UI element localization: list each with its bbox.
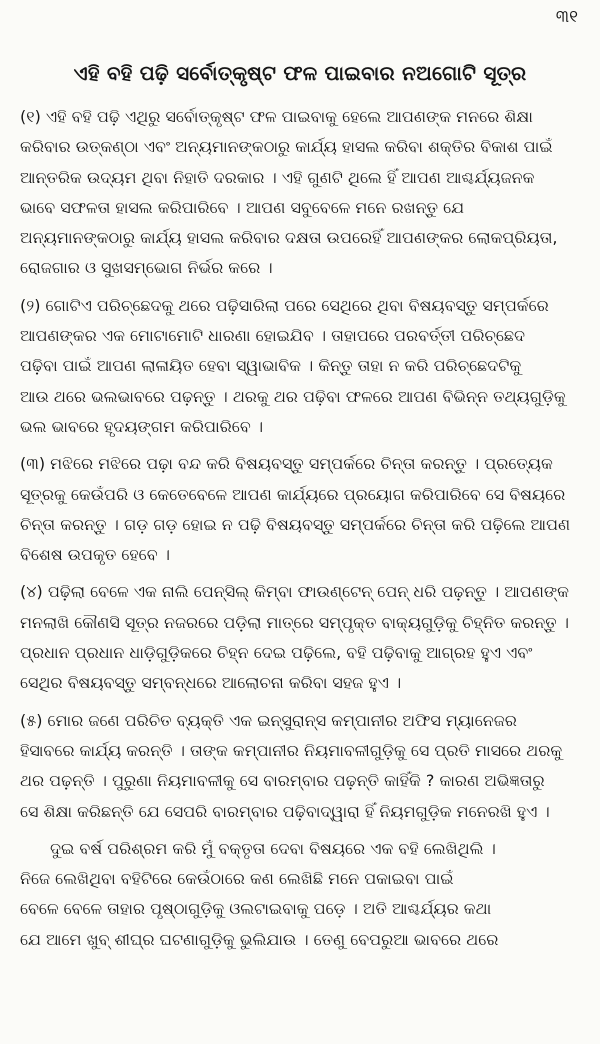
text-line: (୫) ମୋର ଜଣେ ପରିଚିତ ବ୍ୟକ୍ତି ଏକ ଇନ୍‌ସୁରାନ୍‌ସ କମ୍ପାନୀର ଅଫିସ ମ୍ୟାନେଜର [20, 710, 517, 730]
text-line: ଯେ ଆମେ ଖୁବ୍ ଶୀଘ୍ର ଘଟଣାଗୁଡ଼ିକୁ ଭୁଲିଯାଉ । ତେଣୁ ବେପରୁଆ ଭାବରେ ଥରେ [20, 929, 499, 949]
paragraph-gap [20, 570, 586, 577]
text-line: କରିବାର ଉତ୍କଣ୍ଠା ଏବଂ ଅନ୍ୟମାନଙ୍କଠାରୁ କାର୍ଯ୍ୟ ହାସଲ କରିବା ଶକ୍ତିର ବିକାଶ ପାଇଁ [20, 137, 553, 157]
text-line: ବେଳେ ବେଳେ ତାହାର ପୃଷ୍ଠାଗୁଡ଼ିକୁ ଓଲଟାଇବାକୁ ପଡ଼େ । ଅତି ଆଶ୍ଚର୍ଯ୍ୟର କଥା [20, 899, 492, 919]
text-line: ନିଜେ ଲେଖିଥିବା ବହିଟିରେ କେଉଁଠାରେ କଣ ଲେଖିଛି ମନେ ପକାଇବା ପାଇଁ [20, 869, 454, 889]
paragraph-6 [20, 834, 586, 955]
text-line: ଆପଣଙ୍କର ଏକ ମୋଟାମୋଟି ଧାରଣା ହୋଇଯିବ । ତାହାପରେ ପରବର୍ତ୍ତୀ ପରିଚ୍ଛେଦ [20, 326, 526, 346]
paragraph-2 [20, 291, 586, 442]
text-line: ସେଥିର ବିଷୟବସ୍ତୁ ସମ୍ବନ୍ଧରେ ଆଲୋଚନା କରିବା ସହଜ ହୁଏ । [20, 673, 402, 693]
body-text [20, 102, 586, 955]
text-line: ଆନ୍ତରିକ ଉଦ୍ୟମ ଥିବା ନିହାତି ଦରକାର । ଏହି ଗୁଣଟି ଥିଲେ ହିଁ ଆପଣ ଆଶ୍ଚର୍ଯ୍ୟଜନକ [20, 167, 535, 187]
paragraph-gap [20, 442, 586, 449]
page-number: ୩୧ [555, 7, 578, 27]
paragraph-4 [20, 577, 586, 698]
paragraph-5 [20, 706, 586, 827]
paragraph-gap [20, 699, 586, 706]
text-line: ରୋଜଗାର ଓ ସୁଖସମ୍ଭୋଗ ନିର୍ଭର କରେ । [20, 258, 273, 278]
text-line: ଦୁଇ ବର୍ଷ ପରିଶ୍ରମ କରି ମୁଁ ବକ୍ତୃତା ଦେବା ବିଷୟରେ ଏକ ବହି ଲେଖିଥିଲି । [50, 838, 496, 858]
text-line: ଭଲ ଭାବରେ ହୃଦୟଙ୍ଗମ କରିପାରିବେ । [20, 416, 264, 436]
text-line: (୧) ଏହି ବହି ପଢ଼ି ଏଥିରୁ ସର୍ବୋତ୍କୃଷ୍ଟ ଫଳ ପାଇବାକୁ ହେଲେ ଆପଣଙ୍କ ମନରେ ଶିକ୍ଷା [20, 107, 533, 126]
text-line: ସୂତ୍ରକୁ କେଉଁପରି ଓ କେତେବେଳେ ଆପଣ କାର୍ଯ୍ୟରେ ପ୍ରୟୋଗ କରିପାରିବେ ସେ ବିଷୟରେ [20, 484, 566, 504]
page-title: ଏହି ବହି ପଢ଼ି ସର୍ବୋତ୍କୃଷ୍ଟ ଫଳ ପାଇବାର ନଅଗୋଟି ସୂତ୍ର [73, 61, 527, 85]
text-line: (୩) ମଝିରେ ମଝିରେ ପଢ଼ା ବନ୍ଦ କରି ବିଷୟବସ୍ତୁ ସମ୍ପର୍କରେ ଚିନ୍ତା କରନ୍ତୁ । ପ୍ରତ୍ୟେକ [20, 454, 553, 474]
text-line: ପ୍ରଧାନ ପ୍ରଧାନ ଧାଡ଼ିଗୁଡ଼ିକରେ ଚିହ୍ନ ଦେଇ ପଢ଼ିଲେ, ବହି ପଢ଼ିବାକୁ ଆଗ୍ରହ ହୁଏ ଏବଂ [20, 643, 533, 663]
paragraph-1 [20, 102, 586, 284]
paragraph-gap [20, 827, 586, 834]
text-line: ଚିନ୍ତା କରନ୍ତୁ । ଗଡ଼ ଗଡ଼ ହୋଇ ନ ପଢ଼ି ବିଷୟବସ୍ତୁ ସମ୍ପର୍କରେ ଚିନ୍ତା କରି ପଢ଼ିଲେ ଆପଣ [20, 514, 571, 534]
text-line: ପଢ଼ିବା ପାଇଁ ଆପଣ ଲାଳାୟିତ ହେବା ସ୍ୱାଭାବିକ । କିନ୍ତୁ ତାହା ନ କରି ପରିଚ୍ଛେଦଟିକୁ [20, 356, 522, 376]
paragraph-gap [20, 284, 586, 291]
text-line: ଅନ୍ୟମାନଙ୍କଠାରୁ କାର୍ଯ୍ୟ ହାସଲ କରିବାର ଦକ୍ଷତା ଉପରେହିଁ ଆପଣଙ୍କର ଲୋକପ୍ରିୟତା, [20, 228, 558, 248]
text-line: (୪) ପଢ଼ିଲା ବେଳେ ଏକ ନାଲି ପେନ୍‌ସିଲ୍ କିମ୍ବା ଫାଉଣ୍ଟେନ୍ ପେନ୍ ଧରି ପଢ଼ନ୍ତୁ । ଆପଣଙ୍କ [20, 582, 569, 602]
text-line: ଥର ପଢ଼ନ୍ତି । ପୁରୁଣା ନିୟମାବଳୀକୁ ସେ ବାରମ୍ବାର ପଢ଼ନ୍ତି କାହିଁକି ? କାରଣ ଅଭିଜ୍ଞତାରୁ [20, 771, 545, 791]
text-line: ହିସାବରେ କାର୍ଯ୍ୟ କରନ୍ତି । ତାଙ୍କ କମ୍ପାନୀର ନିୟମାବଳୀଗୁଡ଼ିକୁ ସେ ପ୍ରତି ମାସରେ ଥରକୁ [20, 740, 563, 760]
paragraph-3 [20, 449, 586, 570]
text-line: ଭାବେ ସଫଳତା ହାସଲ କରିପାରିବେ । ଆପଣ ସବୁବେଳେ ମନେ ରଖନ୍ତୁ ଯେ [20, 197, 465, 217]
text-line: ଆଉ ଥରେ ଭଲଭାବରେ ପଢ଼ନ୍ତୁ । ଥରକୁ ଥର ପଢ଼ିବା ଫଳରେ ଆପଣ ବିଭିନ୍ନ ତଥ୍ୟଗୁଡ଼ିକୁ [20, 386, 566, 406]
text-line: ବିଶେଷ ଉପକୃତ ହେବେ । [20, 545, 170, 565]
text-line: ମନଲାଖି କୌଣସି ସୂତ୍ର ନଜରରେ ପଡ଼ିଲା ମାତ୍ରେ ସମ୍ପୃକ୍ତ ବାକ୍ୟଗୁଡ଼ିକୁ ଚିହ୍ନିତ କରନ୍ତୁ । [20, 612, 570, 632]
text-line: (୨) ଗୋଟିଏ ପରିଚ୍ଛେଦକୁ ଥରେ ପଢ଼ିସାରିଲା ପରେ ସେଥିରେ ଥିବା ବିଷୟବସ୍ତୁ ସମ୍ପର୍କରେ [20, 295, 549, 315]
text-line: ସେ ଶିକ୍ଷା କରିଛନ୍ତି ଯେ ସେପରି ବାରମ୍ବାର ପଢ଼ିବାଦ୍ୱାରା ହିଁ ନିୟମଗୁଡ଼ିକ ମନେରଖି ହୁଏ । [20, 801, 550, 821]
